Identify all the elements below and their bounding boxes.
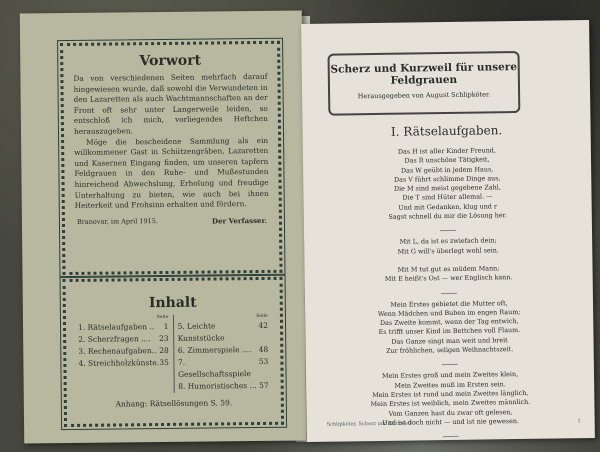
poem-line: Mein Zweites muß im Ersten sein. [394,379,506,390]
poem-line: Mein Erstes groß und mein Zweites klein, [381,370,519,381]
place-date: Branovar, im April 1915. [76,216,159,226]
entry-label: 6. Zimmerspiele .... [177,345,252,355]
entry-label: 1. Rätselaufgaben .. [77,322,155,332]
entry-page: 57 [259,380,269,391]
poem-line: Zur fröhlichen, seligen Weihnachtszeit. [386,345,514,355]
poem-line: Das Ganze singt man weit und breit [391,335,508,346]
contents-entry [78,345,169,358]
page-header: Seite [156,314,169,321]
chapter-title: I. Rätselaufgaben. [390,123,503,139]
riddle-stanza [303,145,592,223]
poem-line: Mit L, da ist es zwiefach dein; [399,236,497,247]
foreword-paragraph: Da von verschiedenen Seiten mehrfach darauf hingewiesen wurde, daß sowohl die Verwundeten in den Lazaretten als auch Wachtmannschaften an der Front oft sehr unter Langerweile leiden, so entschloß ich mich, vorliegendes Heftchen herauszugeben. [73,71,268,136]
poem-line: Das W geübt in jedem Haus, [400,164,494,175]
poem-line: Und ist doch nicht — und ist nie gewesen. [382,416,520,427]
contents-entry [78,321,169,334]
poem-line: Es trifft unser Kind im Bettchen voll Flaum. [378,326,521,337]
left-page [20,11,306,444]
poem-line: Mein Erstes ist weiblich, mein Zweites männlich. [370,398,531,409]
title-banner [328,51,521,116]
entry-label: 7. Gesellschaftsspiele [177,357,251,379]
book-editor: Herausgegeben von August Schlipköter. [357,90,491,101]
contents-table [66,314,281,394]
poem-line: Mit G will's überlegt wohl sein. [397,245,499,256]
poem-line: Das Zweite kommt, wenn der Tag entwich, [379,317,519,328]
poem-line: Das V führt schlimme Dinge aus, [393,174,501,184]
contents-entry [78,333,169,346]
poem-line: Wenn Mädchen und Buben im engen Raum; [377,307,521,318]
page-header: Seite [256,313,268,320]
entry-label: 3. Rechenaufgaben.. [78,346,157,356]
poem-line: Mit M tut gut es müdem Mann; [397,264,500,274]
riddle-stanza [305,298,594,358]
foreword-title: Vorwort [139,52,202,70]
appendix-note: Anhang: Rätsellösungen S. 59. [115,398,233,409]
poem-line: Mein Erstes gebietet die Mutter oft, [390,298,508,309]
entry-page: 48 [258,344,269,355]
entry-label: 8. Humoristisches ... [178,381,257,391]
poem-line: Mein Erstes ist rund und mein Zweites länglich, [372,388,529,400]
entry-page: 23 [159,333,169,344]
riddle-stanza [304,235,592,258]
entry-label: 5. Leichte Kunststücke [177,321,225,343]
poem-line: Sagst schnell du mir die Lösung her. [388,211,508,221]
separator-line [440,230,456,231]
right-page [301,20,595,442]
separator-line [442,364,458,365]
foreword-paragraph: Möge die bescheidene Sammlung als ein willkommener Gast in Schützengräben, Lazaretten und Kasernen Eingang finden, um unseren tapfern Feldgrauen in den Ruhe- und Mußestunden hinreichend Abwechslung, Erholung und freudige Unterhaltung zu bieten, wie auch bei ihnen Heiterkeit und Frohsinn erhalten und fördern. [74,135,269,211]
foreword-box [60,41,282,275]
separator-line [443,436,459,437]
footer-text: Schlipköter, Scherz und Kurzweil [326,420,412,428]
separator-line [441,292,457,293]
book-title: Scherz und Kurzweil für unsere Feldgrauen [330,61,518,87]
poem-line: Das H ist aller Kinder Freund, [397,146,496,156]
contents-box [63,277,285,427]
signature: Der Verfasser. [211,215,267,226]
contents-entry [78,357,169,370]
contents-title: Inhalt [148,294,197,312]
page-number: 1 [577,418,581,425]
contents-entry [177,320,268,345]
contents-entry [178,356,269,381]
entry-label: 4. Streichholzkünste. [78,358,160,368]
entry-page: 53 [258,356,269,367]
entry-page: 42 [258,320,269,331]
poem-line: Und mit Gedanken, klug und r [398,202,498,212]
entry-page: 35 [159,357,169,368]
poem-line: Mit E heißt's Ost — wer Englisch kann. [384,273,513,284]
riddle-poems [303,145,595,445]
entry-page: 28 [159,345,169,356]
contents-entry [178,380,269,393]
entry-page: 1 [163,321,169,331]
riddle-stanza [304,263,592,286]
entry-label: 2. Scherzfragen .... [78,334,151,344]
poem-line: Das R unschöne Tätigkeit, [404,155,490,165]
poem-line: Die M sind meist gegebene Zahl, [393,183,501,193]
contents-entry [178,344,269,357]
poem-line: Vom Ganzen hast du zwar oft gelesen, [388,407,513,418]
poem-line: Die T sind Hüter allemal. — [402,192,493,203]
